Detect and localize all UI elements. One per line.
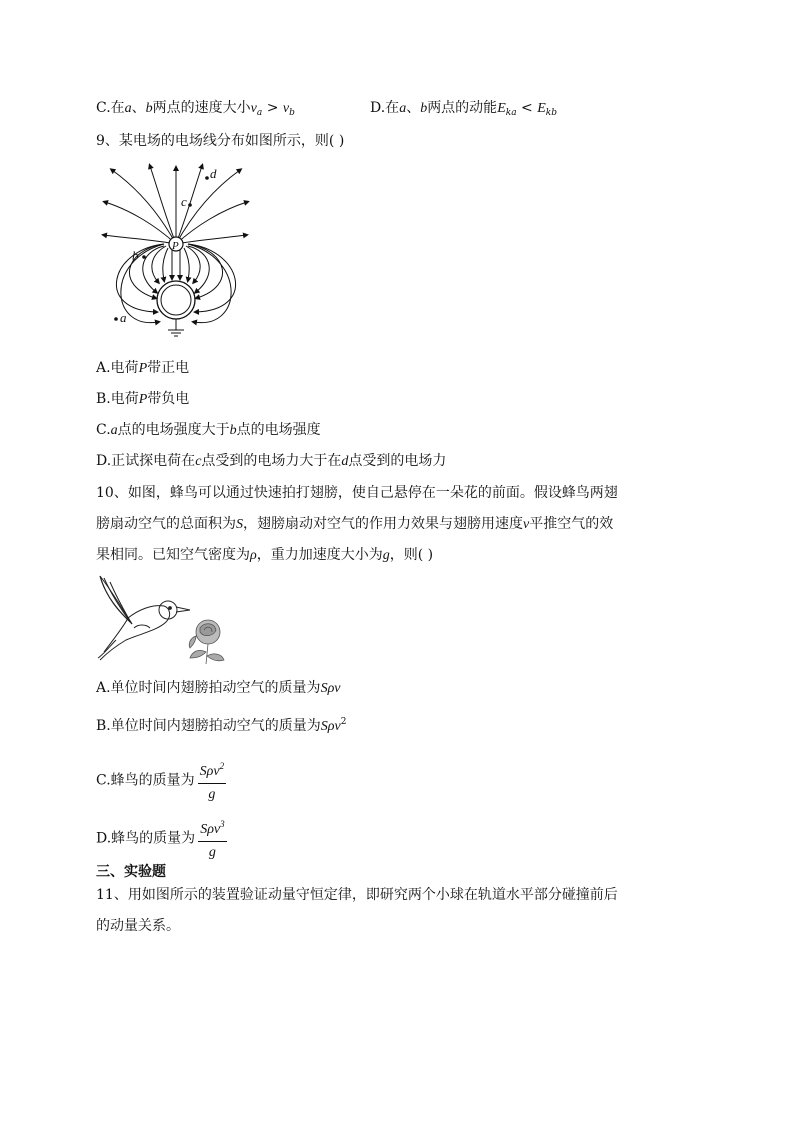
q9-option-a: A.电荷P带正电 bbox=[96, 360, 190, 376]
label-d: d bbox=[210, 166, 217, 181]
q9-stem: 9、某电场的电场线分布如图所示，则( ) bbox=[96, 133, 345, 149]
q8-option-d: D.在a、b两点的动能$E_{ka} < E_{kb}$ bbox=[370, 100, 557, 118]
section-title: 三、实验题 bbox=[96, 864, 166, 880]
q9-option-d: D.正试探电荷在c点受到的电场力大于在d点受到的电场力 bbox=[96, 453, 447, 469]
fraction-d: $\frac{S\rho v^3}{g}$ bbox=[198, 814, 226, 863]
q10-option-b: B.单位时间内翅膀拍动空气的质量为Sρv$^2$ bbox=[96, 717, 347, 734]
q8-option-c: C.在a、b两点的速度大小$v_a > v_b$ bbox=[96, 100, 295, 118]
label-b: b bbox=[132, 248, 139, 263]
q9-option-b: B.电荷P带负电 bbox=[96, 391, 190, 407]
q10-stem-line3: 果相同。已知空气密度为ρ，重力加速度大小为g，则( ) bbox=[96, 547, 434, 563]
q10-stem-line1: 10、如图，蜂鸟可以通过快速拍打翅膀，使自己悬停在一朵花的前面。假设蜂鸟两翅 bbox=[96, 485, 618, 501]
label-a: a bbox=[120, 310, 127, 325]
hummingbird-flower-figure bbox=[94, 574, 244, 666]
q10-option-a: A.单位时间内翅膀拍动空气的质量为Sρv bbox=[96, 680, 341, 696]
q10-option-c: C.蜂鸟的质量为 $\frac{S\rho v^2}{g}$ bbox=[96, 756, 226, 805]
label-P: P bbox=[172, 240, 179, 252]
q10-option-d: D.蜂鸟的质量为 $\frac{S\rho v^3}{g}$ bbox=[96, 814, 227, 863]
fraction-c: $\frac{S\rho v^2}{g}$ bbox=[198, 756, 226, 805]
q11-stem-line1: 11、用如图所示的装置验证动量守恒定律，即研究两个小球在轨道水平部分碰撞前后 bbox=[96, 887, 618, 903]
q10-stem-line2: 膀扇动空气的总面积为S，翅膀扇动对空气的作用力效果与翅膀用速度v平推空气的效 bbox=[96, 516, 614, 532]
label-c: c bbox=[181, 194, 187, 209]
q9-option-c: C.a点的电场强度大于b点的电场强度 bbox=[96, 422, 321, 438]
electric-field-diagram bbox=[100, 160, 250, 345]
q11-stem-line2: 的动量关系。 bbox=[96, 918, 180, 934]
